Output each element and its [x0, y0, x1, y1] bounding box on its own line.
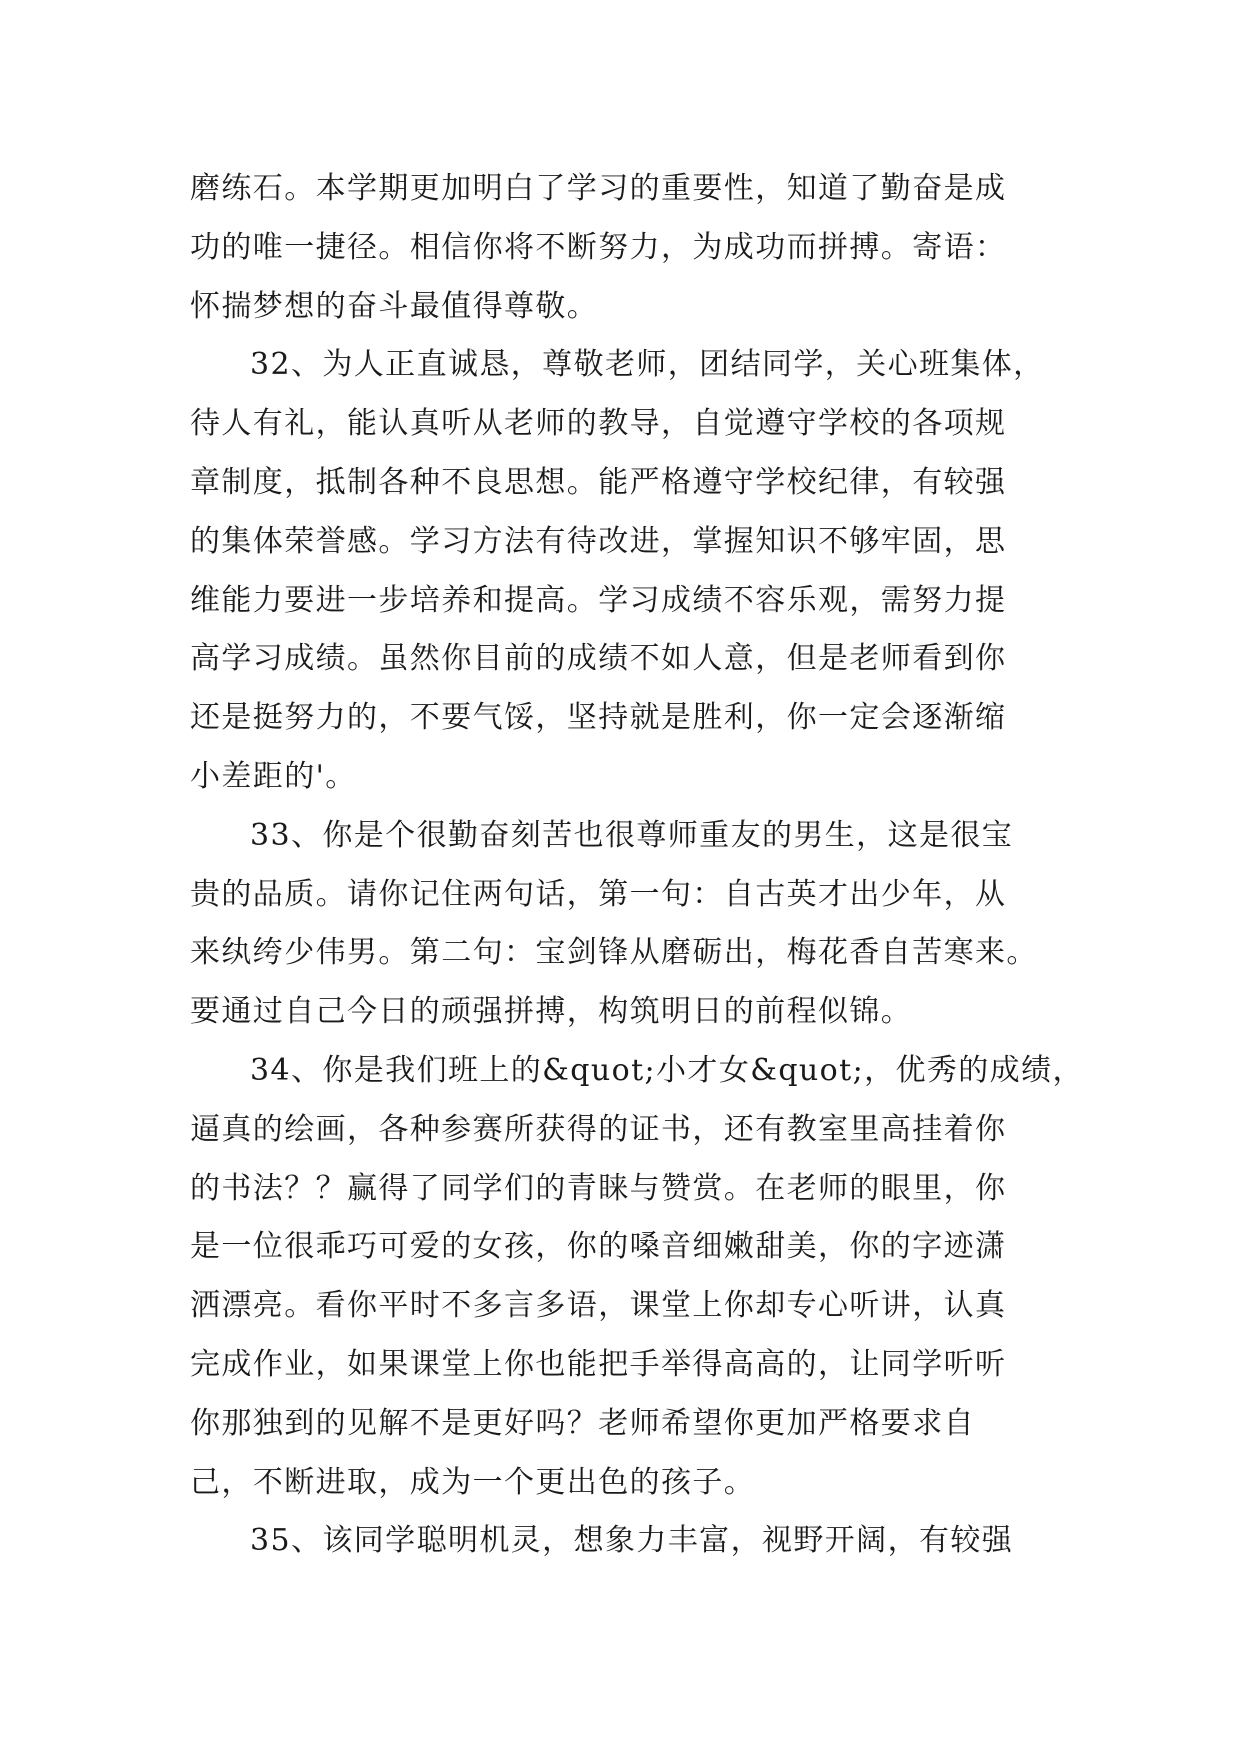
text-line: 怀揣梦想的奋斗最值得尊敬。	[190, 288, 599, 324]
text-line: 小差距的'。	[190, 758, 357, 794]
text-line: 高学习成绩。虽然你目前的成绩不如人意，但是老师看到你	[190, 641, 1007, 677]
text-line: 你那独到的见解不是更好吗？老师希望你更加严格要求自	[190, 1405, 975, 1441]
paragraph-34	[190, 1042, 1084, 1512]
text-line: 来纨绔少伟男。第二句：宝剑锋从磨砺出，梅花香自苦寒来。	[190, 935, 1038, 971]
text-line: 32、为人正直诚恳，尊敬老师，团结同学，关心班集体，	[250, 347, 1045, 383]
text-line: 要通过自己今日的顽强拼搏，构筑明日的前程似锦。	[190, 994, 913, 1030]
text-line: 功的唯一捷径。相信你将不断努力，为成功而拼搏。寄语：	[190, 229, 1007, 265]
text-line: 贵的品质。请你记住两句话，第一句：自古英才出少年，从	[190, 876, 1007, 912]
text-line: 的集体荣誉感。学习方法有待改进，掌握知识不够牢固，思	[190, 523, 1007, 559]
text-line: 完成作业，如果课堂上你也能把手举得高高的，让同学听听	[190, 1346, 1007, 1382]
text-line: 章制度，抵制各种不良思想。能严格遵守学校纪律，有较强	[190, 464, 1007, 500]
text-line: 磨练石。本学期更加明白了学习的重要性，知道了勤奋是成	[190, 171, 1007, 206]
text-line: 的书法？？赢得了同学们的青睐与赞赏。在老师的眼里，你	[190, 1170, 1007, 1206]
paragraph-32	[190, 336, 1060, 806]
text-line: 待人有礼，能认真听从老师的教导，自觉遵守学校的各项规	[190, 406, 1007, 442]
text-line: 逼真的绘画，各种参赛所获得的证书，还有教室里高挂着你	[190, 1111, 1007, 1147]
document-body	[190, 160, 1084, 1571]
text-line: 35、该同学聪明机灵，想象力丰富，视野开阔，有较强	[250, 1523, 1014, 1559]
text-line: 维能力要进一步培养和提高。学习成绩不容乐观，需努力提	[190, 582, 1007, 618]
text-line: 洒漂亮。看你平时不多言多语，课堂上你却专心听讲，认真	[190, 1288, 1007, 1324]
paragraph-33	[190, 807, 1060, 1042]
text-line: 33、你是个很勤奋刻苦也很尊师重友的男生，这是很宝	[250, 817, 1014, 853]
text-line: 还是挺努力的，不要气馁，坚持就是胜利，你一定会逐渐缩	[190, 700, 1007, 736]
paragraph-35	[190, 1512, 1060, 1571]
text-line: 34、你是我们班上的&quot;小才女&quot;，优秀的成绩，	[250, 1052, 1084, 1088]
text-line: 是一位很乖巧可爱的女孩，你的嗓音细嫩甜美，你的字迹潇	[190, 1229, 1007, 1265]
paragraph-continuation	[190, 160, 1060, 336]
text-line: 己，不断进取，成为一个更出色的孩子。	[190, 1464, 756, 1500]
